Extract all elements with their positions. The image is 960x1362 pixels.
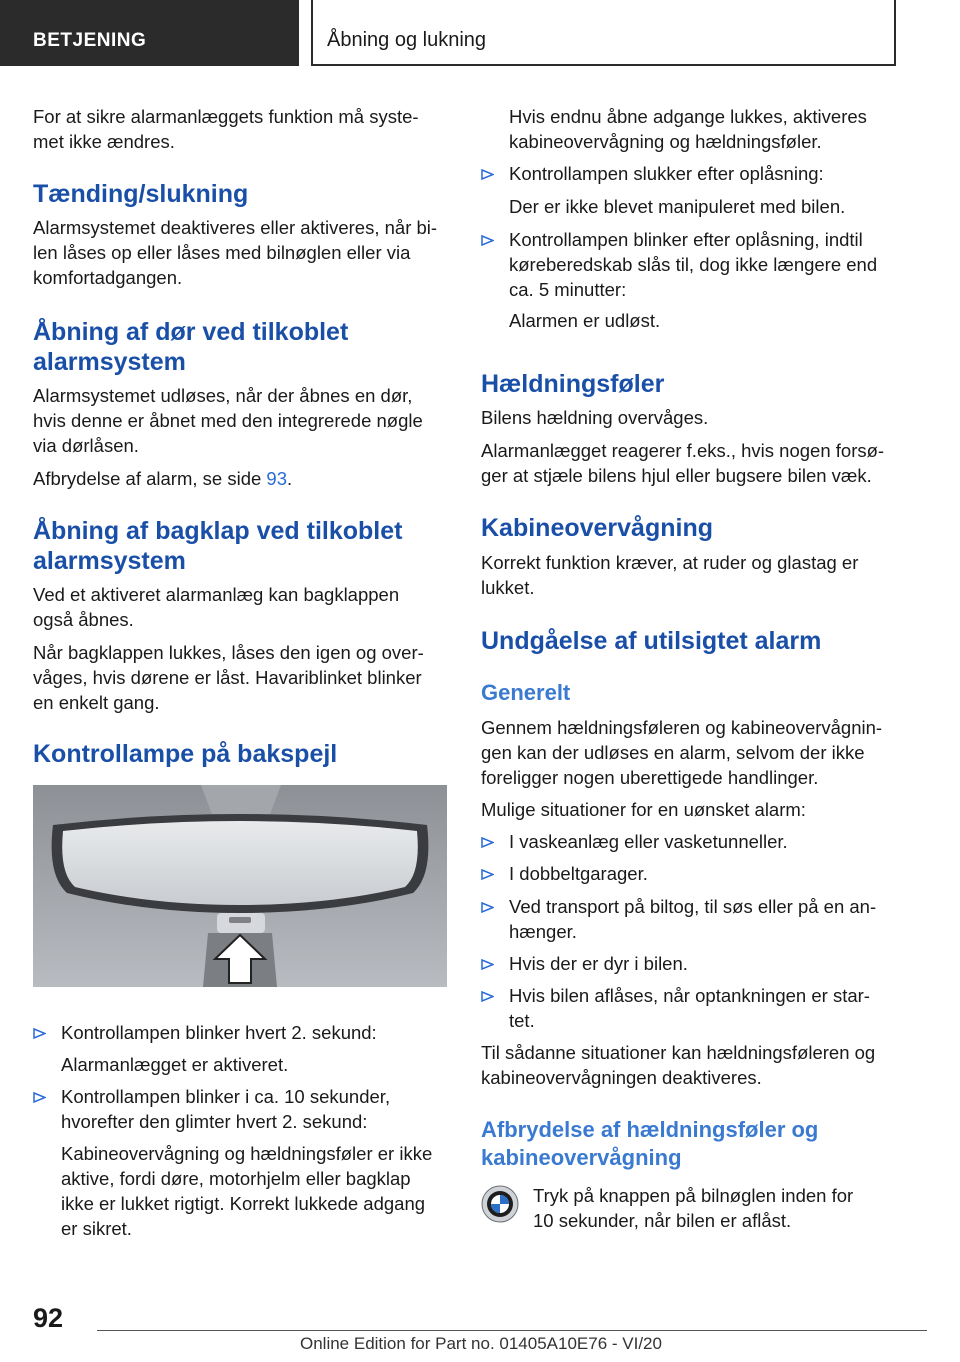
line: alarmsystem	[33, 547, 186, 575]
triangle-right-icon	[481, 837, 494, 848]
line: Alarmsystemet udløses, når der åbnes en dør,	[33, 385, 413, 406]
line: kabineovervågningen deaktiveres.	[481, 1067, 762, 1088]
line: For at sikre alarmanlæggets funktion må syste-	[33, 106, 419, 127]
line: Kabineovervågning og hældningsføler er ikke	[61, 1143, 433, 1164]
bullet-text	[61, 1084, 447, 1134]
continued-text	[509, 104, 895, 154]
page-header	[0, 0, 960, 66]
bullet-text	[509, 227, 895, 302]
bullet-text: Kontrollampen blinker hvert 2. sekund:	[61, 1022, 377, 1043]
line: Afbrydelse af hældningsføler og	[481, 1117, 819, 1142]
line: gen kan der udløses en alarm, selvom der ikke	[481, 742, 865, 763]
line: len låses op eller låses med bilnøglen eller via	[33, 242, 411, 263]
line: met ikke ændres.	[33, 131, 175, 152]
line: hvorefter den glimter hvert 2. sekund:	[61, 1111, 368, 1132]
line: tet.	[509, 1010, 535, 1031]
bullet-item	[33, 1020, 447, 1045]
heading-avoid-alarm: Undgåelse af utilsigtet alarm	[481, 627, 822, 655]
triangle-right-icon	[33, 1028, 46, 1039]
line: Ved transport på biltog, til søs eller på en an-	[509, 896, 877, 917]
text-door-open	[33, 383, 447, 458]
text-taending	[33, 215, 447, 290]
bullet-text	[509, 894, 895, 944]
line: Når bagklappen lukkes, låses den igen og over-	[33, 642, 424, 663]
heading-cabin-monitoring: Kabineovervågning	[481, 514, 713, 542]
line: også åbnes.	[33, 609, 134, 630]
text-such-situations	[481, 1040, 895, 1090]
bullet-item	[481, 227, 895, 302]
line: Ved et aktiveret alarmanlæg kan bagklappen	[33, 584, 400, 605]
triangle-right-icon	[33, 1092, 46, 1103]
edition-text: Online Edition for Part no. 01405A10E76 - VI/20	[300, 1334, 662, 1353]
triangle-right-icon	[481, 902, 494, 913]
line: hænger.	[509, 921, 577, 942]
line: Tryk på knappen på bilnøglen inden for	[533, 1185, 854, 1206]
line: komfortadgangen.	[33, 267, 183, 288]
heading-tilt-sensor: Hældningsføler	[481, 370, 665, 398]
section-label: BETJENING	[0, 0, 299, 66]
bullet-text: Kontrollampen slukker efter oplåsning:	[509, 163, 824, 184]
punct: .	[287, 468, 293, 489]
triangle-right-icon	[481, 235, 494, 246]
bullet-text: Hvis der er dyr i bilen.	[509, 953, 688, 974]
line: en enkelt gang.	[33, 692, 160, 713]
text-cabin	[481, 550, 895, 600]
line: Alarmsystemet deaktiveres eller aktiveres, når bi-	[33, 217, 438, 238]
line: 10 sekunder, når bilen er aflåst.	[533, 1210, 792, 1231]
line: Afbrydelse af alarm, se side	[33, 468, 267, 489]
line: ikke er lukket rigtigt. Korrekt lukkede adgang	[61, 1193, 426, 1214]
bullet-subtext: Der er ikke blevet manipuleret med bilen.	[509, 196, 846, 217]
rearview-mirror-image	[33, 785, 447, 987]
text-press-button	[533, 1183, 895, 1233]
footer-divider	[97, 1330, 927, 1331]
text-general	[481, 715, 895, 790]
heading-tailgate	[33, 516, 447, 576]
line: er sikret.	[61, 1218, 132, 1239]
triangle-right-icon	[481, 991, 494, 1002]
text-tilt-1: Bilens hældning overvåges.	[481, 407, 709, 428]
bullet-subtext: Alarmanlægget er aktiveret.	[61, 1054, 289, 1075]
line: Åbning af bagklap ved tilkoblet	[33, 517, 403, 545]
line: Til sådanne situationer kan hældningsføleren og	[481, 1042, 876, 1063]
bullet-subtext	[61, 1141, 447, 1241]
line: foreligger nogen uberettigede handlinger.	[481, 767, 819, 788]
bmw-logo-icon	[481, 1185, 519, 1223]
line: aktive, fordi døre, motorhjelm eller bagklap	[61, 1168, 411, 1189]
bullet-item	[481, 894, 895, 944]
triangle-right-icon	[481, 169, 494, 180]
text-tilt-2	[481, 438, 895, 488]
line: våges, hvis dørene er låst. Havariblinket blinker	[33, 667, 422, 688]
bullet-text	[509, 983, 895, 1033]
page-link[interactable]: 93	[266, 468, 287, 489]
line: Hvis endnu åbne adgange lukkes, aktiveres	[509, 106, 867, 127]
line: kabineovervågning	[481, 1145, 682, 1170]
chapter-title: Åbning og lukning	[311, 0, 896, 66]
bullet-item	[481, 829, 895, 854]
text-tailgate-1	[33, 582, 447, 632]
line: hvis denne er åbnet med den integrerede nøgle	[33, 410, 423, 431]
text-possible-situations: Mulige situationer for en uønsket alarm:	[481, 799, 806, 820]
bullet-item	[33, 1084, 447, 1134]
line: Gennem hældningsføleren og kabineovervågnin-	[481, 717, 883, 738]
text-tailgate-2	[33, 640, 447, 715]
bullet-subtext: Alarmen er udløst.	[509, 310, 661, 331]
line: Åbning af dør ved tilkoblet	[33, 318, 349, 346]
line: Alarmanlægget reagerer f.eks., hvis nogen forsø-	[481, 440, 885, 461]
heading-taending: Tænding/slukning	[33, 180, 249, 208]
line: alarmsystem	[33, 348, 186, 376]
page-footer	[0, 1290, 960, 1362]
bullet-item	[481, 983, 895, 1033]
bullet-item	[481, 161, 895, 186]
line: Kontrollampen blinker efter oplåsning, indtil	[509, 229, 863, 250]
line: ger at stjæle bilens hjul eller bugsere bilen væk.	[481, 465, 872, 486]
heading-door-open	[33, 317, 447, 377]
triangle-right-icon	[481, 869, 494, 880]
bullet-text: I vaskeanlæg eller vasketunneller.	[509, 831, 788, 852]
line: via dørlåsen.	[33, 435, 139, 456]
line: Hvis bilen aflåses, når optankningen er star-	[509, 985, 870, 1006]
line: Korrekt funktion kræver, at ruder og glastag er	[481, 552, 859, 573]
bullet-item	[481, 861, 895, 886]
heading-indicator-lamp: Kontrollampe på bakspejl	[33, 740, 338, 768]
bullet-item	[481, 951, 895, 976]
text-alarm-interrupt	[33, 466, 447, 491]
subheading-disable-sensors	[481, 1116, 895, 1172]
subheading-general: Generelt	[481, 680, 571, 705]
line: ca. 5 minutter:	[509, 279, 627, 300]
intro-text	[33, 104, 447, 154]
page-number: 92	[33, 1303, 64, 1333]
bullet-text: I dobbeltgarager.	[509, 863, 648, 884]
line: lukket.	[481, 577, 535, 598]
line: Kontrollampen blinker i ca. 10 sekunder,	[61, 1086, 391, 1107]
triangle-right-icon	[481, 959, 494, 970]
line: kabineovervågning og hældningsføler.	[509, 131, 822, 152]
line: køreberedskab slås til, dog ikke længere end	[509, 254, 878, 275]
